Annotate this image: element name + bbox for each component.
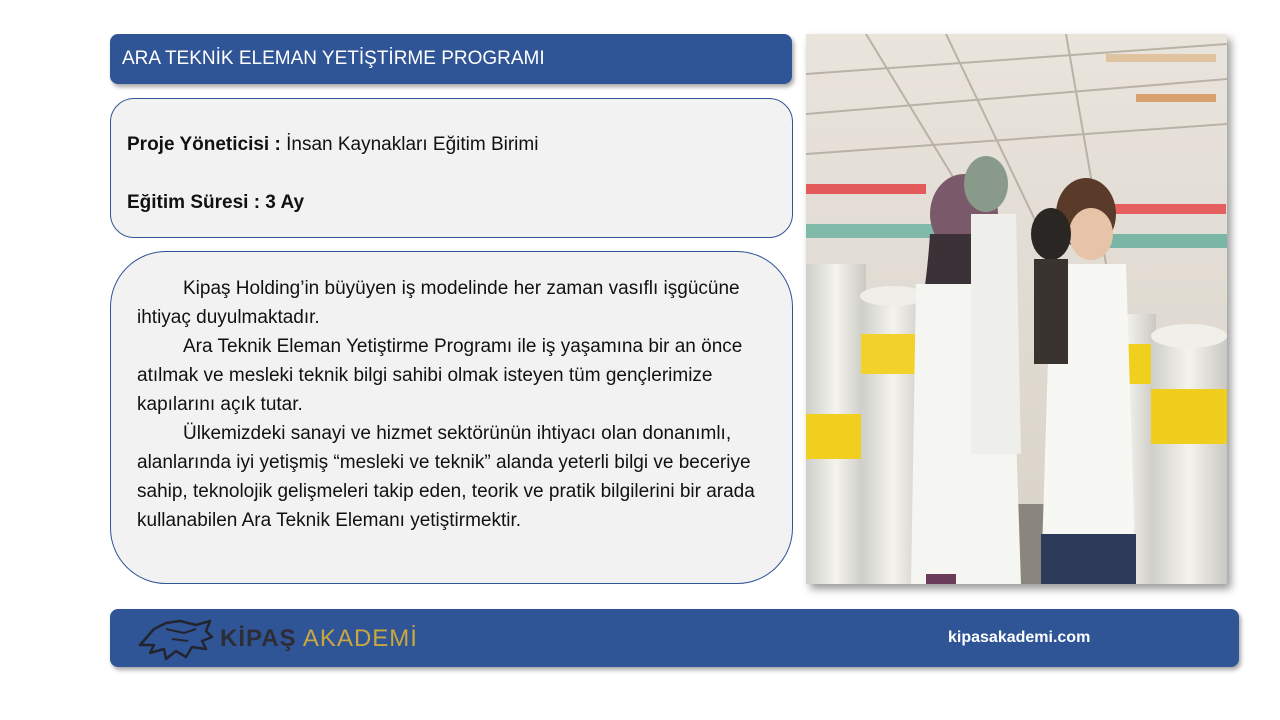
wolf-head-icon bbox=[136, 615, 216, 663]
kipas-akademi-logo bbox=[136, 615, 436, 663]
description-paragraph: Kipaş Holding’in büyüyen iş modelinde her zaman vasıflı işgücüne ihtiyaç duyulmaktadır. bbox=[137, 278, 740, 328]
description-paragraph: Ülkemizdeki sanayi ve hizmet sektörünün ihtiyacı olan donanımlı, alanlarında iyi yetişmiş “mesleki ve teknik” alanda yeterli bilgi ve beceriye sahip, teknolojik gelişmeleri takip eden, teorik ve pratik bilgilerini bir arada kullanabilen Ara Teknik Elemanı yetiştirmektir. bbox=[137, 423, 755, 531]
project-manager-value: İnsan Kaynakları Eğitim Birimi bbox=[286, 134, 539, 155]
program-description-box bbox=[110, 251, 793, 584]
description-paragraph: Ara Teknik Eleman Yetiştirme Programı ile iş yaşamına bir an önce atılmak ve mesleki teknik bilgi sahibi olmak isteyen tüm gençlerimize kapılarını açık tutar. bbox=[137, 336, 743, 415]
footer-bar bbox=[110, 609, 1239, 667]
program-description bbox=[137, 274, 777, 535]
logo-word-akademi: AKADEMİ bbox=[302, 625, 418, 652]
slide-title: ARA TEKNİK ELEMAN YETİŞTİRME PROGRAMI bbox=[110, 34, 792, 84]
project-info-box bbox=[110, 98, 793, 238]
factory-workers-image bbox=[806, 34, 1227, 584]
training-duration: Eğitim Süresi : 3 Ay bbox=[127, 192, 305, 213]
textile-factory-photo bbox=[806, 34, 1227, 584]
project-manager-line bbox=[127, 134, 538, 156]
logo-text bbox=[220, 625, 418, 653]
logo-word-kipas: KİPAŞ bbox=[220, 625, 297, 652]
project-manager-label: Proje Yöneticisi : bbox=[127, 134, 281, 155]
website-link[interactable]: kipasakademi.com bbox=[948, 629, 1091, 646]
